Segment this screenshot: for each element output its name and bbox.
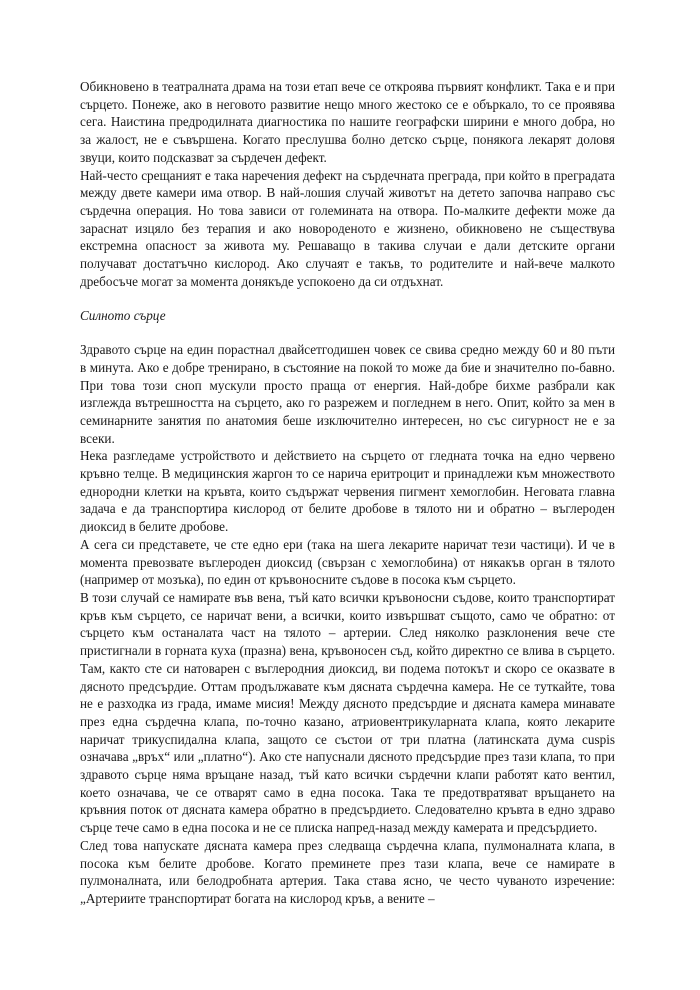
paragraph-main-4: В този случай се намирате във вена, тъй като всички кръвоносни съдове, които транспортират кръв към сърцето, се наричат вени, а всички, които извършват същото, само че обратно: от сърцето към останалата част на тялото – артерии. След няколко разклонения вече сте пристигнали в горната куха (празна) вена, кръвоносен съд, който директно се влива в сърцето. Там, както сте си натоварен с въглеродния диоксид, ви подема потокът и скоро се оказвате в дясното предсърдие. Оттам продължавате към дясната сърдечна камера. Не се туткайте, това не е разходка из града, имаме мисия! Между дясното предсърдие и дясната камера минавате през една сърдечна клапа, по-точно казано, атриовентрикуларната клапа, която лекарите наричат трикуспидална клапа, защото се състои от три платна (латинската дума cuspis означава „връх“ или „платно“). Ако сте напуснали дясното предсърдие през тази клапа, то при здравото сърце няма връщане назад, тъй като всички сърдечни клапи работят като вентил, което означава, че се отварят само в една посока. Така те предотвратяват връщането на кръвния поток от дясната камера обратно в предсърдието. Следователно кръвта в едно здраво сърце тече само в една посока и не се плиска напред-назад между камерата и предсърдието. <box>80 589 615 836</box>
paragraph-main-1: Здравото сърце на един порастнал двайсетгодишен човек се свива средно между 60 и 80 пъти в минута. Ако е добре тренирано, в състояние на покой то може да бие и значително по-бавно. При това този сноп мускули просто праща от енергия. Най-добре бихме разбрали как изглежда вътрешността на сърцето, ако го разрежем и погледнем в него. Опит, който за мен в семинарните занятия по анатомия беше изключително интересен, но със сигурност не е за всеки. <box>80 342 615 446</box>
paragraph-intro-2: Най-често срещаният е така наречения дефект на сърдечната преграда, при който в преградата между двете камери има отвор. В най-лошия случай животът на детето започва направо със сърдечна операция. Но това зависи от големината на отвора. По-малките дефекти може да зараснат изцяло без терапия и ако новороденото е жизнено, обикновено не съществува екстремна опасност за живота му. Решаващо в такива случаи е дали детските органи получават достатъчно кислород. Ако случаят е такъв, то родителите и най-вече малкото дребосъче могат за момента донякъде успокоено да си отдъхнат. <box>80 167 615 289</box>
document-page <box>80 78 615 908</box>
paragraph-main-5: След това напускате дясната камера през следваща сърдечна клапа, пулмоналната клапа, в посока към белите дробове. Когато преминете през тази клапа, вече се намирате в пулмоналната, или белодробната артерия. Така става ясно, че често чуваното изречение: „Артериите транспортират богата на кислород кръв, а вените – <box>80 837 615 906</box>
section-heading: Силното сърце <box>80 308 166 324</box>
paragraph-main-2: Нека разгледаме устройството и действието на сърцето от гледната точка на едно червено кръвно телце. В медицинския жаргон то се нарича еритроцит и принадлежи към множеството еднородни клетки на кръвта, които съдържат червения пигмент хемоглобин. Неговата главна задача е да транспортира кислород от белите дробове в тялото ни и обратно – въглероден диоксид в белите дробове. <box>80 448 615 535</box>
paragraph-main-3: А сега си представете, че сте едно ери (така на шега лекарите наричат тези частици). И че в момента превозвате въглероден диоксид (свързан с хемоглобина) от някакъв орган в тялото (например от мозъка), по един от кръвоносните съдове в посока към сърцето. <box>80 536 615 588</box>
paragraph-intro-1: Обикновено в театралната драма на този етап вече се откроява първият конфликт. Така е и при сърцето. Понеже, ако в неговото развитие нещо много жестоко се е объркало, то се проявява сега. Наистина предродилната диагностика по нашите географски ширини е много добра, но за жалост, не е съвършена. Когато преслушва болно детско сърце, понякога лекарят доловя звуци, които подсказват за сърдечен дефект. <box>80 79 615 165</box>
spacer <box>80 325 615 341</box>
spacer <box>80 290 615 307</box>
